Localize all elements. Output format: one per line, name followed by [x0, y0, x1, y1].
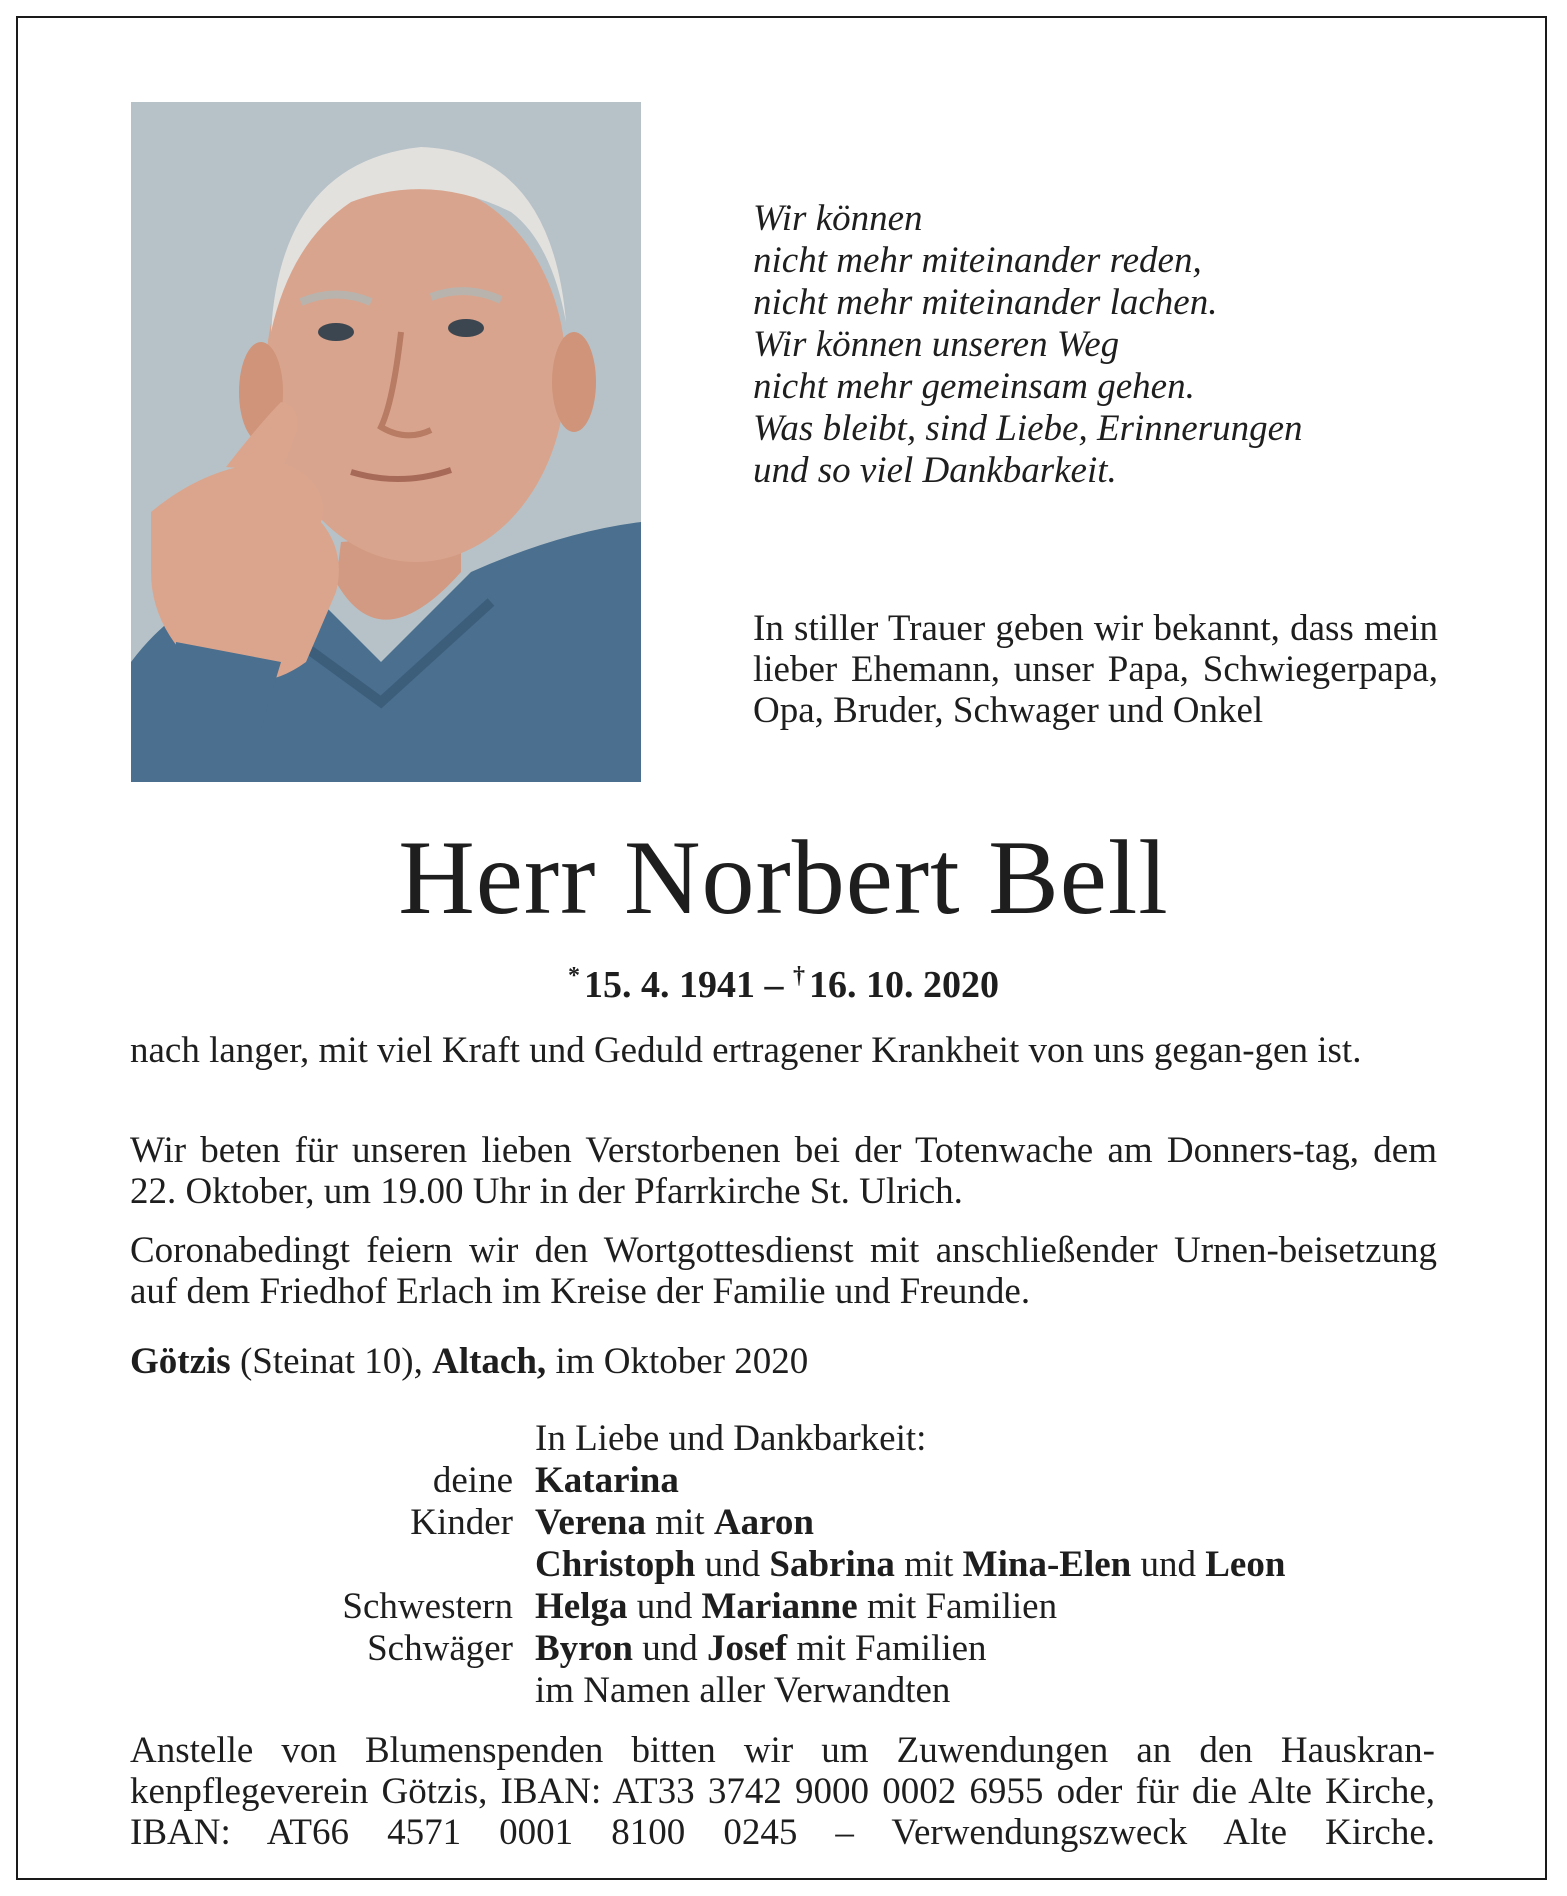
mourner-label: deine: [432, 1460, 513, 1501]
poem-line: und so viel Dankbarkeit.: [753, 450, 1117, 491]
mourner-names: [535, 1586, 1057, 1628]
mourner-name: Sabrina: [769, 1544, 895, 1585]
mourner-names: [535, 1544, 1285, 1586]
mourner-label: Schwestern: [342, 1586, 513, 1627]
place-address: (Steinat 10),: [230, 1341, 433, 1382]
mourner-row: [130, 1460, 1460, 1502]
death-symbol: †: [793, 963, 805, 989]
place-date: im Oktober 2020: [546, 1341, 809, 1382]
mourner-row: [130, 1502, 1460, 1544]
mourner-name: Verena: [535, 1502, 646, 1543]
mourner-row: [130, 1544, 1460, 1586]
mourners-list: [130, 1418, 1460, 1712]
mourner-connector: mit: [646, 1502, 714, 1543]
life-dates: [18, 954, 1549, 1007]
birth-symbol: *: [568, 963, 580, 989]
mourner-name: Helga: [535, 1586, 628, 1627]
portrait-photo: [131, 102, 641, 782]
mourner-row: [130, 1628, 1460, 1670]
poem-line: Was bleibt, sind Liebe, Erinnerungen: [753, 408, 1303, 449]
mourner-row: [130, 1670, 1460, 1712]
mourner-label: [130, 1670, 535, 1712]
mourner-names: [535, 1670, 950, 1712]
poem-line: Wir können: [753, 198, 923, 239]
paragraph-wake: Wir beten für unseren lieben Verstorbenen bei der Totenwache am Donners-tag, dem 22. Oktober, um 19.00 Uhr in der Pfarrkirche St. Ulrich.: [130, 1130, 1437, 1212]
mourner-name: Katarina: [535, 1460, 679, 1501]
place-town-1: Götzis: [130, 1341, 231, 1382]
date-separator: –: [755, 964, 793, 1006]
poem-line: nicht mehr miteinander reden,: [753, 240, 1202, 281]
mourner-label: Schwäger: [367, 1628, 513, 1669]
birth-date: 15. 4. 1941: [584, 964, 755, 1006]
mourner-names: [535, 1460, 679, 1502]
mourner-name: Christoph: [535, 1544, 696, 1585]
mourner-name: Mina-Elen: [962, 1544, 1132, 1585]
mourner-name: Leon: [1205, 1544, 1286, 1585]
mourner-connector: und: [627, 1586, 702, 1627]
mourner-connector: und: [633, 1628, 708, 1669]
mourner-name: Josef: [707, 1628, 788, 1669]
mourner-label: [130, 1418, 535, 1460]
place-town-2: Altach,: [432, 1341, 547, 1382]
mourner-connector: mit Familien: [857, 1586, 1058, 1627]
paragraph-passing: nach langer, mit viel Kraft und Geduld ertragener Krankheit von uns gegan-gen ist.: [130, 1030, 1362, 1071]
poem-line: nicht mehr miteinander lachen.: [753, 282, 1218, 323]
paragraph-service: Coronabedingt feiern wir den Wortgottesdienst mit anschließender Urnen-beisetzung auf dem Friedhof Erlach im Kreise der Familie und Freunde.: [130, 1230, 1437, 1312]
deceased-name: Herr Norbert Bell: [398, 819, 1169, 936]
mourner-connector: und: [695, 1544, 770, 1585]
mourner-label: [130, 1544, 535, 1586]
announcement-text: In stiller Trauer geben wir bekannt, dass mein lieber Ehemann, unser Papa, Schwiegerpapa, Opa, Bruder, Schwager und Onkel: [753, 608, 1438, 731]
mourner-row: [130, 1586, 1460, 1628]
mourner-name: Byron: [535, 1628, 634, 1669]
mourner-label: Kinder: [410, 1502, 513, 1543]
mourner-names: [535, 1628, 987, 1670]
obituary-notice: [16, 16, 1547, 1880]
poem-line: Wir können unseren Weg: [753, 324, 1120, 365]
mourner-names: [535, 1502, 814, 1544]
mourner-connector: und: [1131, 1544, 1206, 1585]
mourner-rows: [130, 1460, 1460, 1712]
death-date: 16. 10. 2020: [809, 964, 999, 1006]
place-and-date: [130, 1340, 808, 1384]
memorial-poem: [753, 198, 1473, 492]
mourners-intro: In Liebe und Dankbarkeit:: [535, 1418, 927, 1459]
mourner-connector: mit: [894, 1544, 963, 1585]
mourners-intro-row: [130, 1418, 1460, 1460]
mourner-name: Aaron: [713, 1502, 814, 1543]
donation-request: Anstelle von Blumenspenden bitten wir um Zuwendungen an den Hauskran-kenpflegeverein Götzis, IBAN: AT33 3742 9000 0002 6955 oder für die Alte Kirche, IBAN: AT66 4571 0001 8100 0245 – Verwendungszweck Alte Kirche.: [130, 1730, 1435, 1853]
mourner-connector: mit Familien: [787, 1628, 987, 1669]
mourner-name: Marianne: [701, 1586, 858, 1627]
mourner-connector: im Namen aller Verwandten: [535, 1670, 951, 1711]
portrait-illustration: [131, 102, 641, 782]
poem-line: nicht mehr gemeinsam gehen.: [753, 366, 1195, 407]
